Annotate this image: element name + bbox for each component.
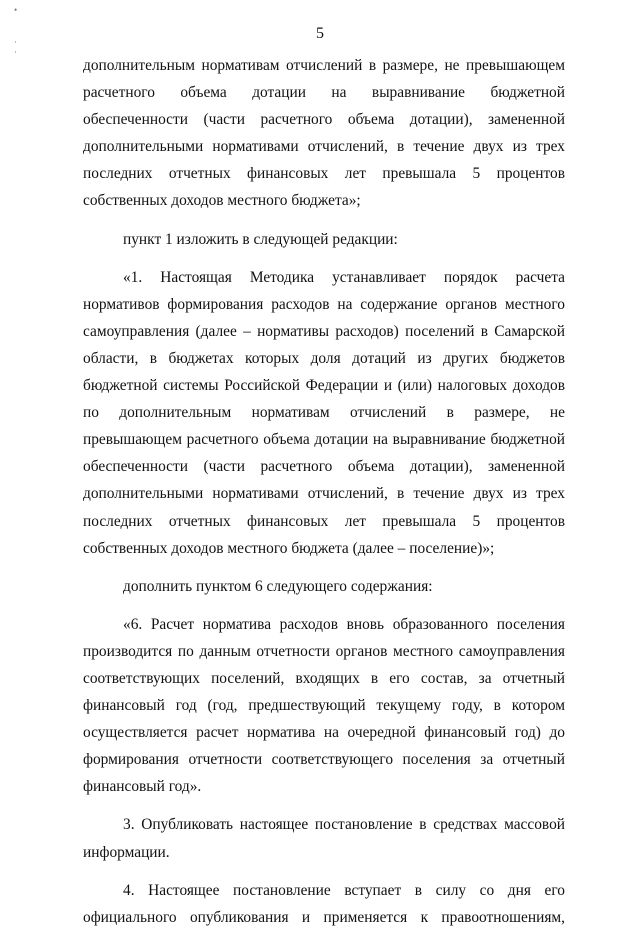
paragraph-item-4: 4. Настоящее постановление вступает в силу со дня его официального опубликования и применяется к правоотношениям,	[83, 881, 565, 926]
paragraph-clause-1: «1. Настоящая Методика устанавливает порядок расчета нормативов формирования расходов на содержание органов местного самоуправления (далее – нормативы расходов) поселений в Самарской области, в бюджетах которых доля дотаций из других бюджетов бюджетной системы Российской Федерации и (или) налоговых доходов по дополнительным нормативам отчислений в размере, не превышающем расчетного объема дотации на выравнивание бюджетной обеспеченности (части расчетного объема дотации), замененной дополнительными нормативами отчислений, в течение двух из трех последних отчетных финансовых лет превышала 5 процентов собственных доходов местного бюджета (далее – поселение)»;	[83, 268, 565, 557]
margin-mark: ·	[14, 37, 17, 47]
page-number: 5	[316, 25, 324, 42]
paragraph-amendment-intro-6: дополнить пунктом 6 следующего содержания:	[123, 577, 433, 595]
paragraph-clause-6: «6. Расчет норматива расходов вновь образованного поселения производится по данным отчетности органов местного самоуправления соответствующих поселений, входящих в его состав, за отчетный финансовый год (год, предшествующий текущему году, в котором осуществляется расчет норматива на очередной финансовый год) до формирования отчетности соответствующего поселения за отчетный финансовый год».	[83, 615, 565, 796]
paragraph-amendment-intro-1: пункт 1 изложить в следующей редакции:	[123, 230, 398, 248]
margin-mark: ·	[14, 47, 17, 57]
paragraph-item-3: 3. Опубликовать настоящее постановление в средствах массовой информации.	[83, 816, 565, 861]
margin-mark: •	[14, 5, 18, 15]
paragraph-continuation: дополнительным нормативам отчислений в размере, не превышающем расчетного объема дотации на выравнивание бюджетной обеспеченности (части расчетного объема дотации), замененной дополнительными нормативами отчислений, в течение двух из трех последних отчетных финансовых лет превышала 5 процентов собственных доходов местного бюджета»;	[83, 57, 565, 210]
document-body	[83, 52, 565, 942]
